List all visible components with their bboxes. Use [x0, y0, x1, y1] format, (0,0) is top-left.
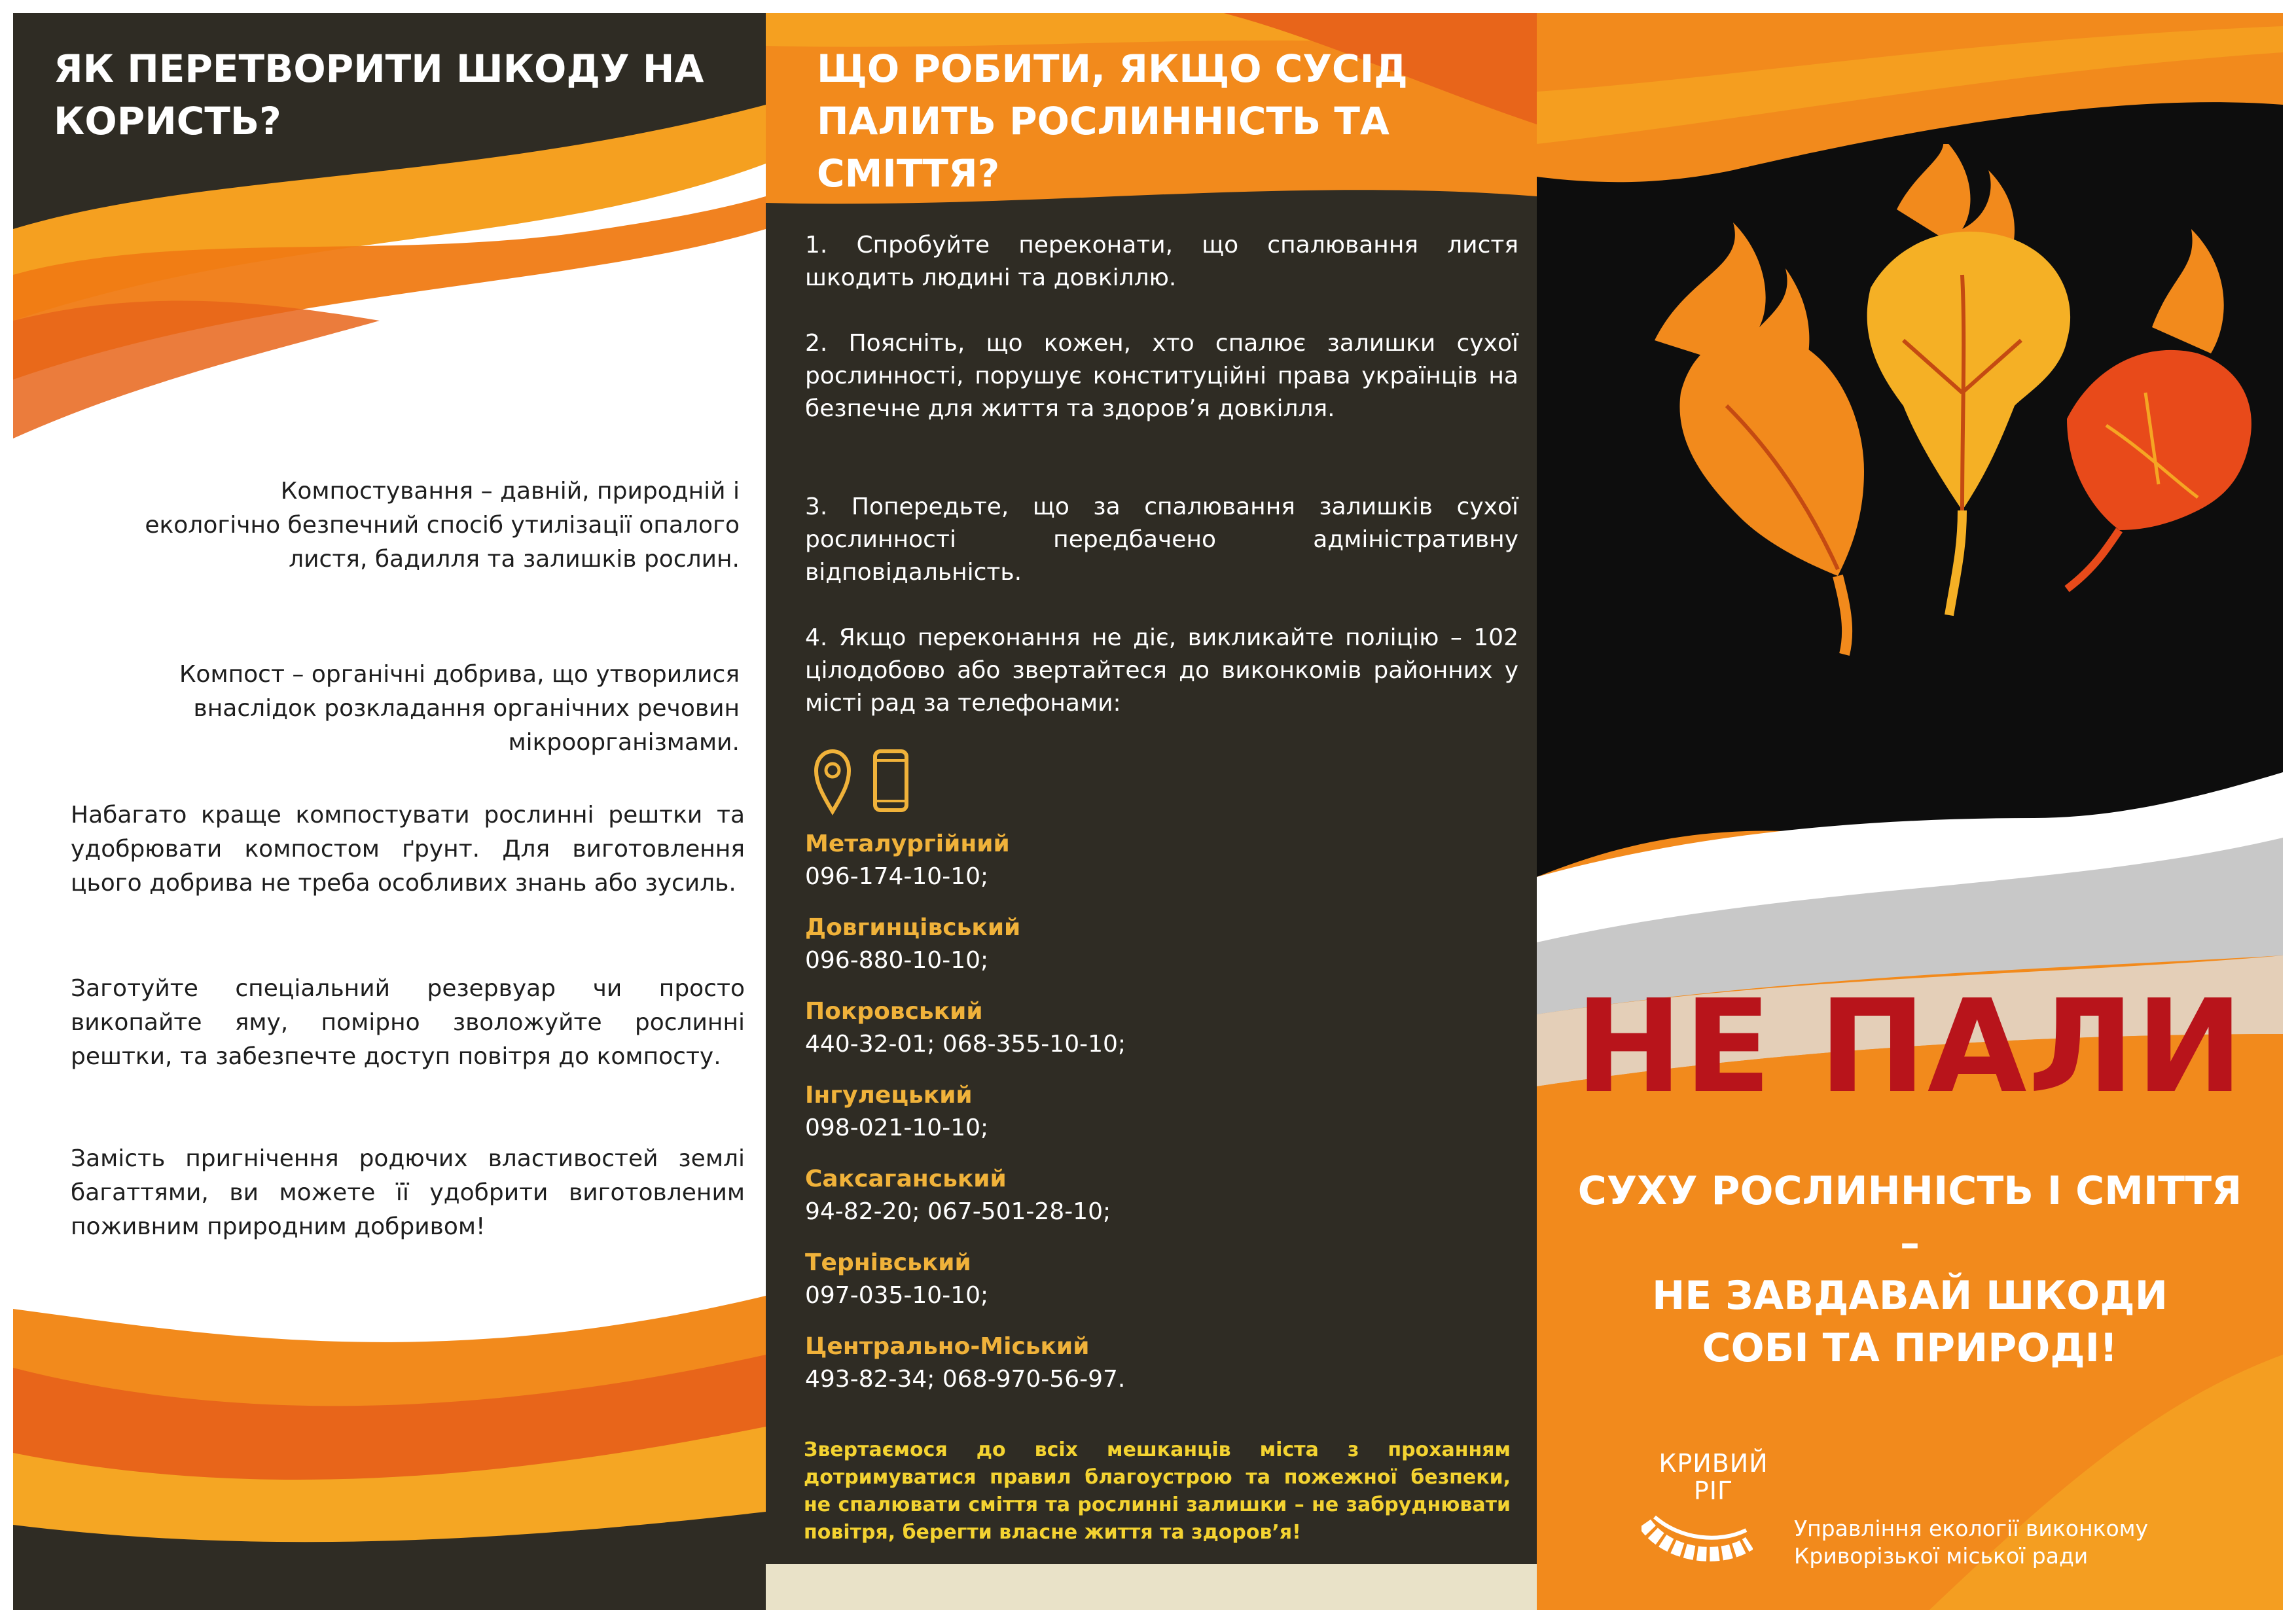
advice-point-1: 1. Спробуйте переконати, що спалювання листя шкодить людині та довкіллю.: [805, 232, 1518, 291]
district-phones[interactable]: 440-32-01; 068-355-10-10;: [805, 1031, 1126, 1058]
contact-icons: [813, 746, 944, 818]
district-name: Саксаганський: [805, 1166, 1007, 1192]
compost-paragraph-2: Заготуйте спеціальний резервуар чи просто викопайте яму, помірно зволожуйте рослинні рештки, та забезпечте доступ повітря до компосту.: [71, 975, 745, 1070]
district-item: [805, 1247, 1460, 1312]
compost-definition: Компостування – давній, природній і екологічно безпечний спосіб утилізації опалого листя, бадилля та залишків рослин.: [145, 478, 740, 573]
subtitle-line-1: СУХУ РОСЛИННІСТЬ І СМІТТЯ –: [1577, 1168, 2242, 1266]
district-name: Покровський: [805, 998, 983, 1025]
compost-paragraph-3: Замість пригнічення родючих властивостей землі багаттями, ви можете її удобрити виготовленим поживним природним добривом!: [71, 1145, 745, 1240]
district-phones[interactable]: 096-880-10-10;: [805, 947, 989, 974]
district-item: [805, 1330, 1460, 1396]
leaf-left-icon: [1655, 223, 1864, 654]
advice-point-4: 4. Якщо переконання не діє, викликайте поліцію – 102 цілодобово або звертайтеся до виконкомів районних у місті рад за телефонами:: [805, 624, 1518, 717]
advice-point-3: 3. Попередьте, що за спалювання залишків сухої рослинності передбачено адміністративну відповідальність.: [805, 493, 1518, 586]
district-item: [805, 995, 1460, 1061]
organization-name-line-2: Криворізької міської ради: [1794, 1543, 2089, 1569]
subtitle-line-3: СОБІ ТА ПРИРОДІ!: [1702, 1325, 2118, 1371]
panel-left: [13, 13, 766, 1610]
panel-right: [1537, 13, 2283, 1610]
compost-paragraph-1: Набагато краще компостувати рослинні рештки та удобрювати компостом ґрунт. Для виготовлення цього добрива не треба особливих знань або зусиль.: [71, 802, 745, 897]
district-name: Інгулецький: [805, 1082, 973, 1109]
appeal-to-residents: Звертаємося до всіх мешканців міста з проханням дотримуватися правил благоустрою та пожежної безпеки, не спалювати сміття та рослинні залишки – не забруднювати повітря, берегти власне життя та здоров’я!: [804, 1438, 1511, 1544]
compost-definition-2: Компост – органічні добрива, що утворилися внаслідок розкладання органічних речовин мікроорганізмами.: [179, 661, 740, 756]
district-name: Довгинцівський: [805, 914, 1021, 941]
panel-left-heading: ЯК ПЕРЕТВОРИТИ ШКОДУ НА КОРИСТЬ?: [54, 46, 704, 143]
city-name: [1628, 1450, 1799, 1505]
district-name: Центрально-Міський: [805, 1333, 1090, 1360]
district-item: [805, 1163, 1460, 1228]
burning-leaves-illustration: [1609, 144, 2263, 687]
organization-name: [1794, 1515, 2252, 1570]
district-phones[interactable]: 493-82-34; 068-970-56-97.: [805, 1366, 1126, 1393]
main-subtitle: [1563, 1165, 2257, 1374]
phone-icon: [875, 751, 906, 810]
advice-point-2: 2. Поясніть, що кожен, хто спалює залишки сухої рослинності, порушує конституційні права українців на безпечне для життя та здоров’я довкілля.: [805, 330, 1518, 422]
location-pin-icon: [816, 751, 849, 812]
city-name-line-2: РІГ: [1693, 1476, 1734, 1505]
district-phones[interactable]: 096-174-10-10;: [805, 863, 989, 890]
panel-middle: [766, 13, 1537, 1610]
organization-name-line-1: Управління екології виконкому: [1794, 1516, 2149, 1541]
district-item: [805, 828, 1460, 893]
leaf-middle-icon: [1867, 144, 2070, 615]
city-name-line-1: КРИВИЙ: [1659, 1449, 1768, 1478]
district-phones[interactable]: 097-035-10-10;: [805, 1282, 989, 1309]
district-item: [805, 912, 1460, 977]
panel-middle-heading: ЩО РОБИТИ, ЯКЩО СУСІД ПАЛИТЬ РОСЛИННІСТЬ ТА СМІТТЯ?: [817, 46, 1408, 196]
district-name: Металургійний: [805, 830, 1010, 857]
district-phones[interactable]: 098-021-10-10;: [805, 1115, 989, 1141]
leaf-right-icon: [2067, 229, 2251, 589]
city-logo-icon: [1641, 1504, 1753, 1563]
subtitle-line-2: НЕ ЗАВДАВАЙ ШКОДИ: [1652, 1273, 2168, 1319]
district-name: Тернівський: [805, 1249, 971, 1276]
main-title: НЕ ПАЛИ: [1575, 972, 2245, 1122]
district-item: [805, 1079, 1460, 1145]
district-phones[interactable]: 94-82-20; 067-501-28-10;: [805, 1198, 1111, 1225]
